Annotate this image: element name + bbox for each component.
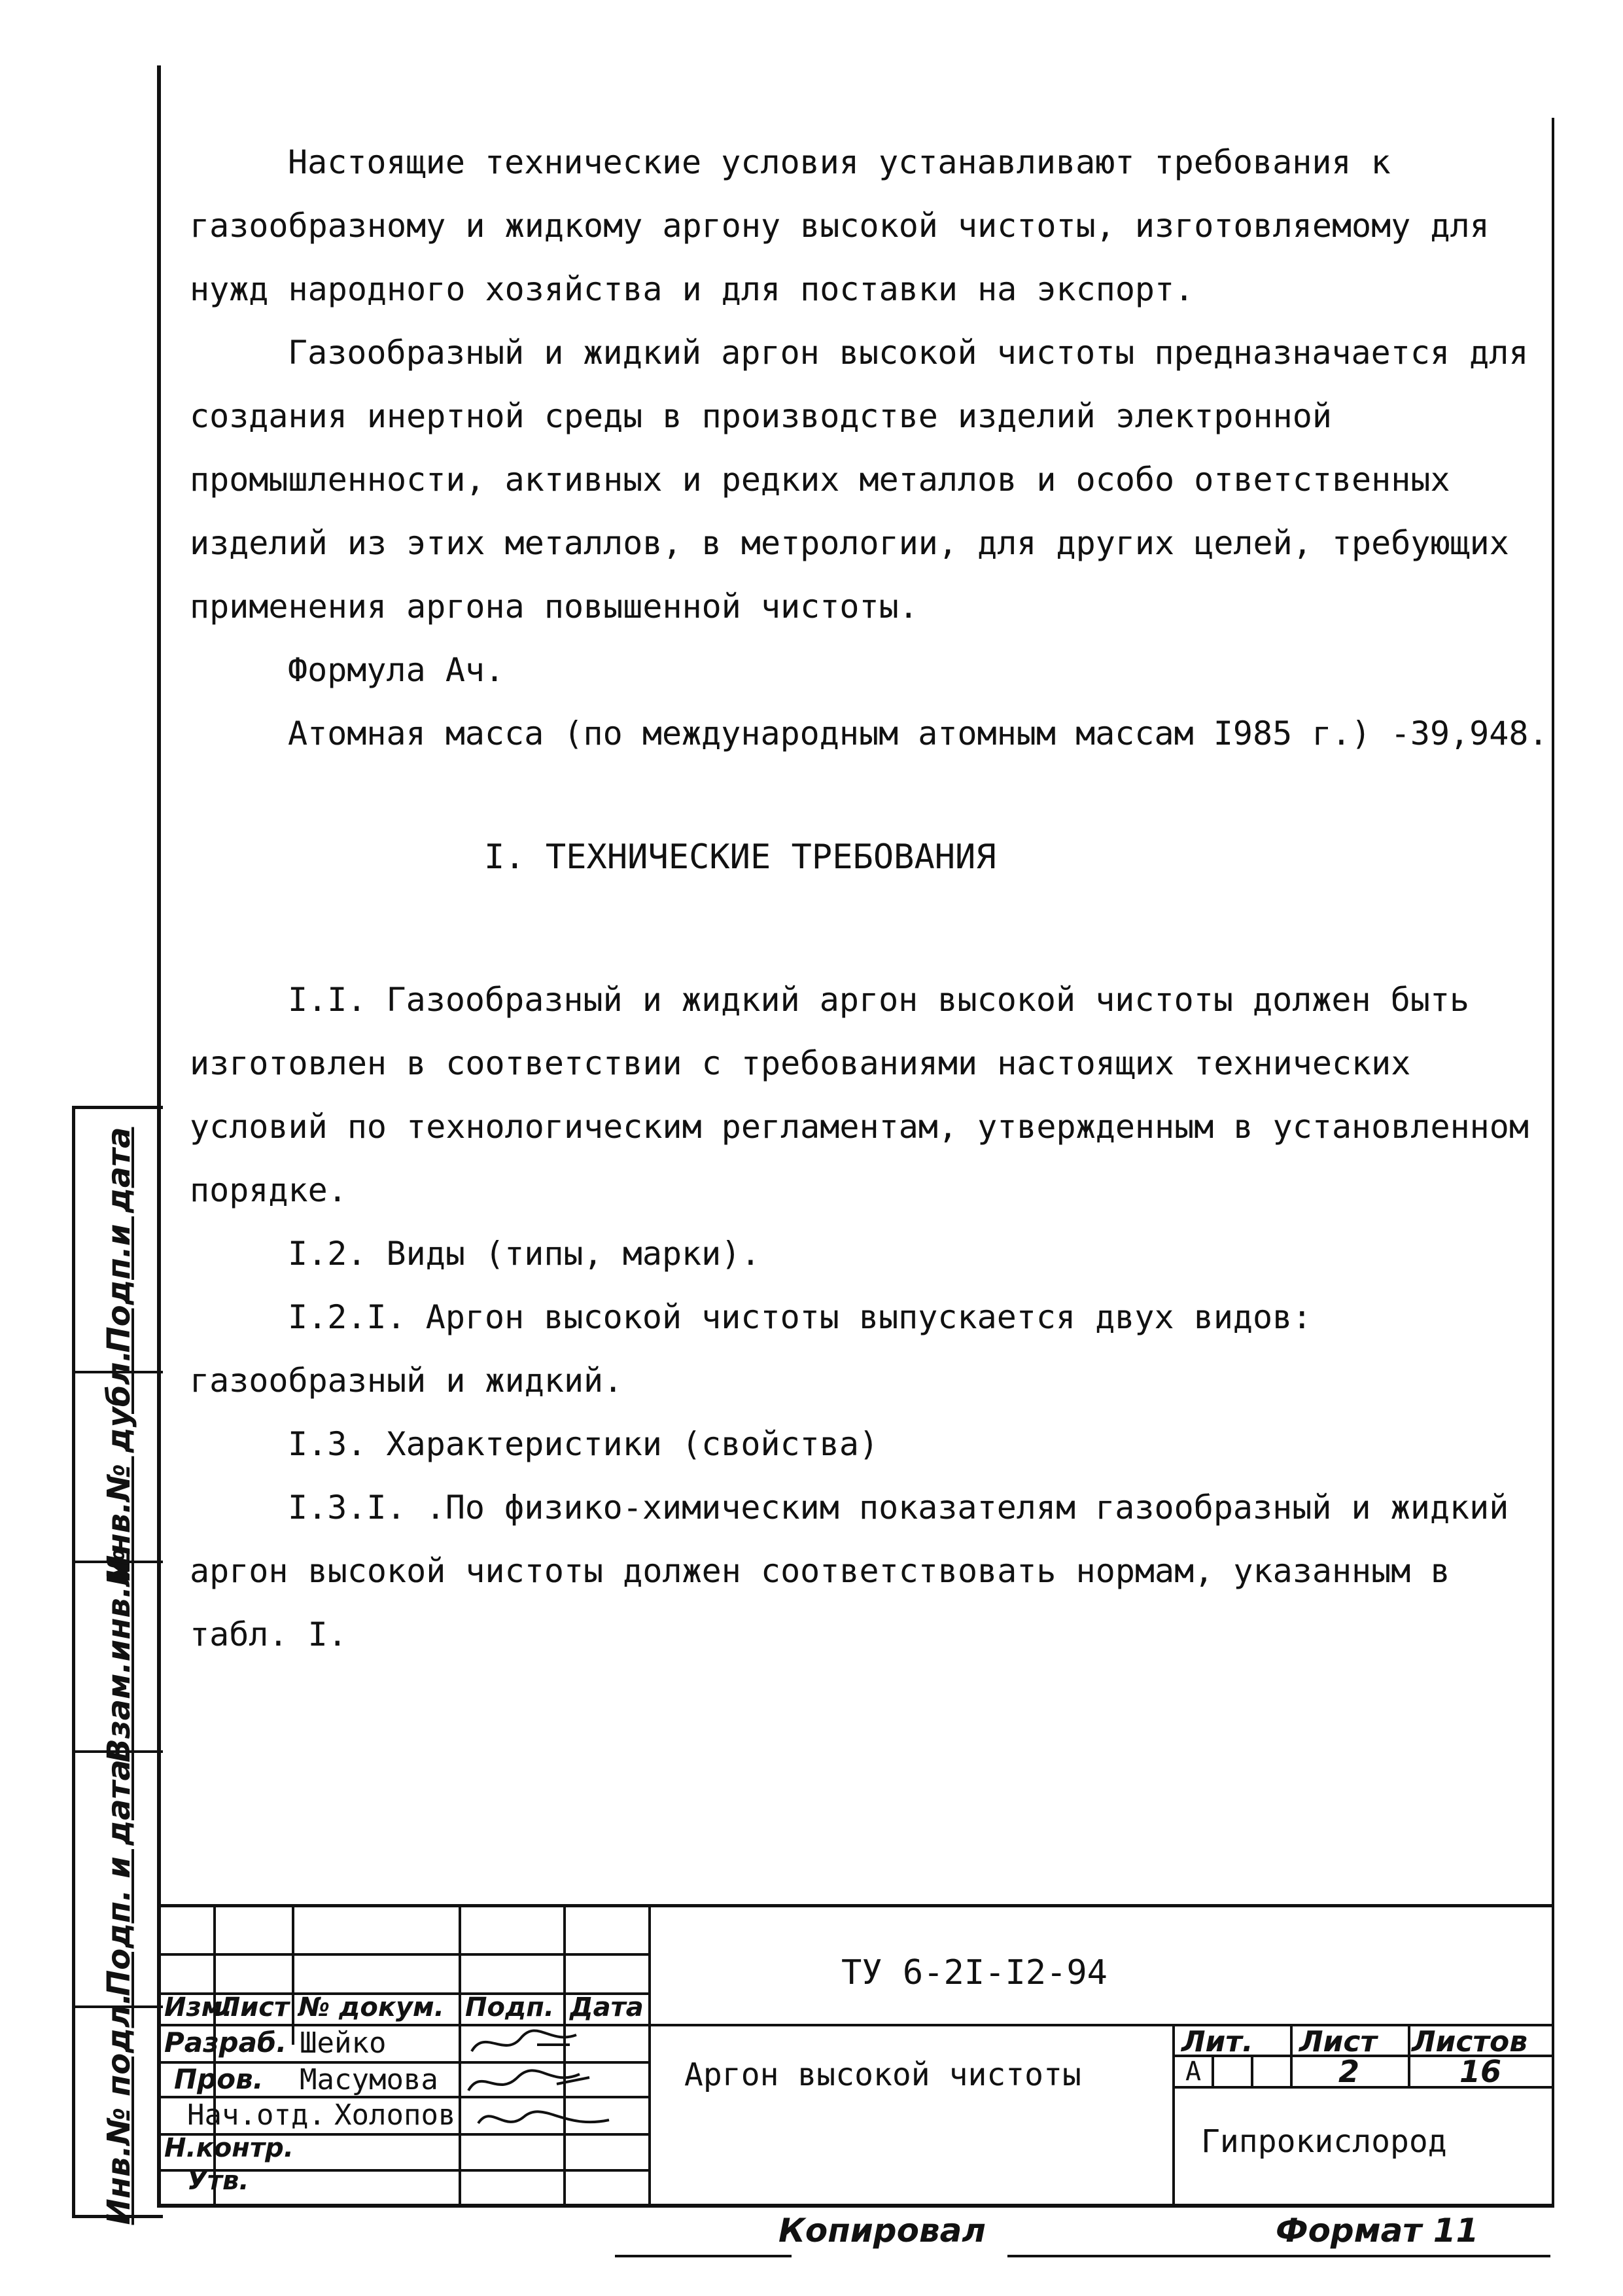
grid-line	[161, 1953, 648, 1956]
name-prov: Масумова	[300, 2063, 438, 2096]
role-nach-otd: Нач.отд.	[187, 2098, 326, 2132]
header-list: Лист	[218, 1992, 290, 2022]
organization-name: Гипрокислород	[1201, 2123, 1447, 2160]
role-utv: Утв.	[187, 2166, 249, 2196]
lit-label: Лит.	[1181, 2025, 1253, 2058]
side-cell-inv-dubl	[75, 1350, 163, 1581]
clause-1-2: I.2. Виды (типы, марки).	[288, 1235, 761, 1273]
list-label: Лист	[1299, 2025, 1377, 2058]
title-block	[161, 1904, 1552, 2207]
intro-block	[190, 131, 1550, 766]
side-label-podp-i-data: Подп.и дата	[101, 1127, 137, 1353]
grid-line	[1172, 2024, 1175, 2207]
role-prov: Пров.	[174, 2063, 264, 2095]
clause-1-2-1: I.2.I. Аргон высокой чистоты выпускается двух видов: газообразный и жидкий.	[190, 1298, 1312, 1400]
side-label-vzam-inv: Взам.инв.№	[101, 1548, 137, 1763]
signature-nach-otd	[478, 2111, 609, 2123]
side-label-inv-dubl: Инв.№ дубл.	[101, 1350, 137, 1581]
role-razrab: Разраб.	[164, 2026, 287, 2058]
intro-paragraph-2: Газообразный и жидкий аргон высокой чистоты предназначается для создания инертной среды в производстве изделий электронной промышленности, активных и редких металлов и особо ответственных изделий из этих металлов, в метрологии, для других целей, требующих применения аргона повышенной чистоты.	[190, 334, 1529, 626]
grid-line	[1212, 2055, 1214, 2086]
list-value: 2	[1338, 2054, 1360, 2089]
footer-line-left	[615, 2255, 792, 2257]
grid-line	[1251, 2055, 1253, 2086]
product-name: Аргон высокой чистоты	[684, 2057, 1081, 2093]
footer-copied: Копировал	[778, 2212, 986, 2250]
footer-format: Формат 11	[1276, 2212, 1479, 2250]
side-stamp-column	[72, 1106, 163, 2225]
clause-1-3-1: I.3.I. .По физико-химическим показателям газообразный и жидкий аргон высокой чистоты должен соответствовать нормам, указанным в табл. I.	[190, 1489, 1509, 1653]
lit-value: А	[1185, 2057, 1202, 2087]
formula-line: Формула Ач.	[288, 651, 505, 689]
frame-right-border	[1552, 118, 1554, 2205]
clauses-block	[190, 968, 1550, 1667]
doc-code: ТУ 6-2I-I2-94	[841, 1953, 1108, 1992]
intro-paragraph-1: Настоящие технические условия устанавливают требования к газообразному и жидкому аргону высокой чистоты, изготовляемому для нужд народного хозяйства и для поставки на экспорт.	[190, 143, 1490, 308]
signature-prov	[468, 2070, 589, 2091]
role-n-kontr: Н.контр.	[164, 2133, 294, 2163]
clause-1-3: I.3. Характеристики (свойства)	[288, 1425, 879, 1463]
side-cell-podp-data-bottom	[75, 1750, 163, 2008]
side-label-inv-podl: Инв.№ подл.	[101, 1992, 137, 2225]
header-izm: Изм.	[164, 1992, 233, 2022]
side-cell-vzam-inv	[75, 1548, 163, 1763]
section-heading: I. ТЕХНИЧЕСКИЕ ТРЕБОВАНИЯ	[484, 838, 996, 877]
clause-1-1: I.I. Газообразный и жидкий аргон высокой чистоты должен быть изготовлен в соответствии с требованиями настоящих технических условий по технологическим регламентам, утвержденным в установленном порядке.	[190, 981, 1529, 1209]
header-data: Дата	[570, 1992, 644, 2022]
side-label-podp-i-data-bottom: Подп. и дата	[101, 1759, 137, 1996]
header-doc-no: № докум.	[298, 1992, 444, 2022]
side-cell-inv-podl	[75, 1992, 163, 2225]
listov-label: Листов	[1412, 2025, 1528, 2058]
name-razrab: Шейко	[300, 2026, 387, 2060]
name-nach-otd: Холопов	[334, 2098, 456, 2132]
signature-marks	[459, 2025, 616, 2136]
signature-razrab	[472, 2031, 576, 2051]
footer-line-right	[1007, 2255, 1550, 2257]
listov-value: 16	[1459, 2054, 1502, 2089]
header-podp: Подп.	[465, 1992, 555, 2022]
atomic-mass-line: Атомная масса (по международным атомным массам I985 г.) -39,948.	[288, 715, 1548, 752]
side-cell-podp-data-top	[75, 1109, 163, 1373]
grid-line	[648, 1907, 651, 2207]
